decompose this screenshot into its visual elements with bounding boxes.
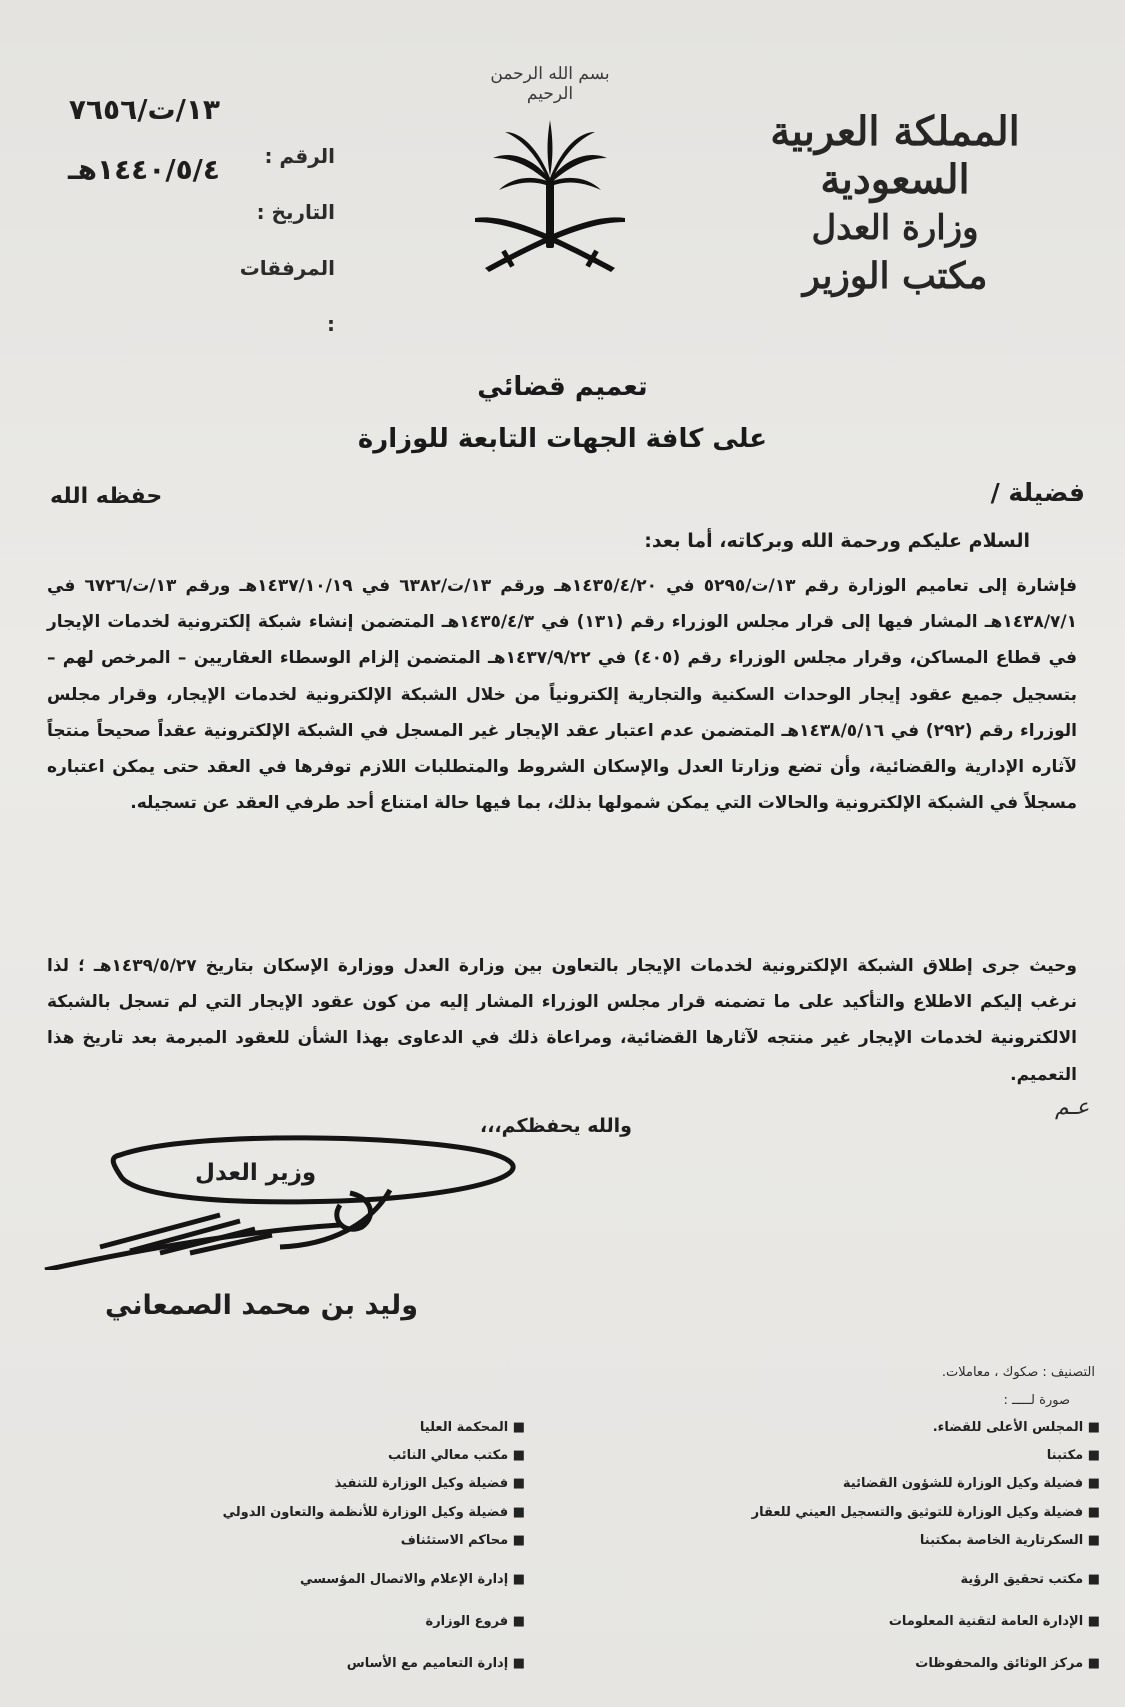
list-item: ■ فضيلة وكيل الوزارة للتنفيذ: [334, 1476, 525, 1491]
list-item: ■ مركز الوثائق والمحفوظات: [915, 1656, 1100, 1671]
number-label: الرقم :: [264, 144, 335, 168]
reference-labels: [225, 128, 335, 336]
classification: التصنيف : صكوك ، معاملات.: [941, 1365, 1095, 1380]
ministry-name: وزارة العدل: [811, 208, 979, 248]
list-item: ■ السكرتارية الخاصة بمكتبنا: [919, 1533, 1100, 1548]
blessing: حفظه الله: [50, 484, 163, 509]
salutation: فضيلة /: [990, 478, 1085, 507]
distribution-list-right: [620, 1420, 1100, 1700]
list-item: ■ إدارة التعاميم مع الأساس: [346, 1656, 525, 1671]
distribution-list-left: [75, 1420, 525, 1700]
body-paragraph-1: فإشارة إلى تعاميم الوزارة رقم ١٣/ت/٥٢٩٥ في ١٤٣٥/٤/٢٠هـ ورقم ١٣/ت/٦٣٨٢ في ١٤٣٧/١٠/١٩هـ ورقم ١٣/ت/٦٧٢٦ في ١٤٣٨/٧/١هـ المشار فيها إلى قرار مجلس الوزراء رقم (١٣١) في ١٤٣٥/٤/٣هـ المتضمن إنشاء شبكة إلكترونية لخدمات الإيجار في قطاع المساكن، وقرار مجلس الوزراء رقم (٤٠٥) في ١٤٣٧/٩/٢٢هـ المتضمن إلزام الوسطاء العقاريين – المرخص لهم – بتسجيل جميع عقود إيجار الوحدات السكنية والتجارية إلكترونياً من خلال الشبكة الإلكترونية لخدمات الإيجار، وقرار مجلس الوزراء رقم (٢٩٢) في ١٤٣٨/٥/١٦هـ المتضمن عدم اعتبار عقد الإيجار غير المسجل في الشبكة الإلكترونية عقداً صحيحاً منتجاً لآثاره الإدارية والقضائية، وأن تضع وزارتا العدل والإسكان الشروط والمتطلبات اللازم توفرها في العقد حتى يمكن اعتباره مسجلاً في الشبكة الإلكترونية والحالات التي يمكن شمولها بذلك، بما فيها حالة امتناع أحد طرفي العقد عن تسجيله.: [47, 576, 1078, 814]
signatory-title: وزير العدل: [195, 1160, 317, 1186]
date-label: التاريخ :: [256, 200, 335, 224]
list-item: ■ مكتب معالي النائب: [387, 1448, 525, 1463]
ministry-header: [705, 108, 1085, 300]
list-item: ■ الإدارة العامة لتقنية المعلومات: [888, 1614, 1100, 1629]
circular-title: تعميم قضائي: [477, 372, 648, 402]
country-name: المملكة العربية السعودية: [770, 108, 1020, 203]
body-paragraph-2: وحيث جرى إطلاق الشبكة الإلكترونية لخدمات الإيجار بالتعاون بين وزارة العدل ووزارة الإسكان بتاريخ ١٤٣٩/٥/٢٧هـ ؛ لذا نرغب إليكم الاطلاع والتأكيد على ما تضمنه قرار مجلس الوزراء المشار إليه من كون عقود الإيجار التي لم تسجل بالشبكة الالكترونية لخدمات الإيجار غير منتجه لآثارها القضائية، ومراعاة ذلك في الدعاوى بهذا الشأن للعقود المبرمة بعد تاريخ هذا التعميم.: [47, 956, 1077, 1085]
attachments-label: المرفقات :: [239, 256, 335, 336]
closing-phrase: والله يحفظكم،،،: [480, 1115, 632, 1137]
list-item: ■ إدارة الإعلام والاتصال المؤسسي: [300, 1572, 525, 1587]
list-item: ■ فروع الوزارة: [425, 1614, 525, 1629]
list-item: ■ مكتب تحقيق الرؤية: [960, 1572, 1100, 1587]
basmala: بسم الله الرحمن الرحيم: [490, 64, 610, 104]
list-item: ■ محاكم الاستئناف: [400, 1533, 525, 1548]
list-item: ■ المحكمة العليا: [419, 1420, 525, 1435]
palm-swords-emblem-icon: [465, 118, 635, 283]
signatory-name: وليد بن محمد الصمعاني: [105, 1290, 418, 1321]
reference-values: [40, 80, 220, 200]
list-item: ■ المجلس الأعلى للقضاء.: [932, 1420, 1100, 1435]
reference-date: ١٤٤٠/٥/٤هـ: [68, 153, 220, 186]
list-item: ■ فضيلة وكيل الوزارة للتوثيق والتسجيل العيني للعقار: [751, 1505, 1100, 1520]
list-item: ■ مكتبنا: [1046, 1448, 1100, 1463]
handwritten-signature-icon: [40, 1135, 560, 1270]
office-name: مكتب الوزير: [802, 255, 988, 297]
copy-to-label: صورة لـــــ :: [1003, 1393, 1070, 1408]
list-item: ■ فضيلة وكيل الوزارة للشؤون القضائية: [842, 1476, 1100, 1491]
handwritten-initials: عـم: [1055, 1095, 1090, 1120]
circular-subtitle: على كافة الجهات التابعة للوزارة: [357, 424, 768, 454]
list-item: ■ فضيلة وكيل الوزارة للأنظمة والتعاون الدولي: [222, 1505, 525, 1520]
reference-number: ١٣/ت/٧٦٥٦: [68, 93, 220, 126]
greeting: السلام عليكم ورحمة الله وبركاته، أما بعد:: [644, 530, 1030, 552]
